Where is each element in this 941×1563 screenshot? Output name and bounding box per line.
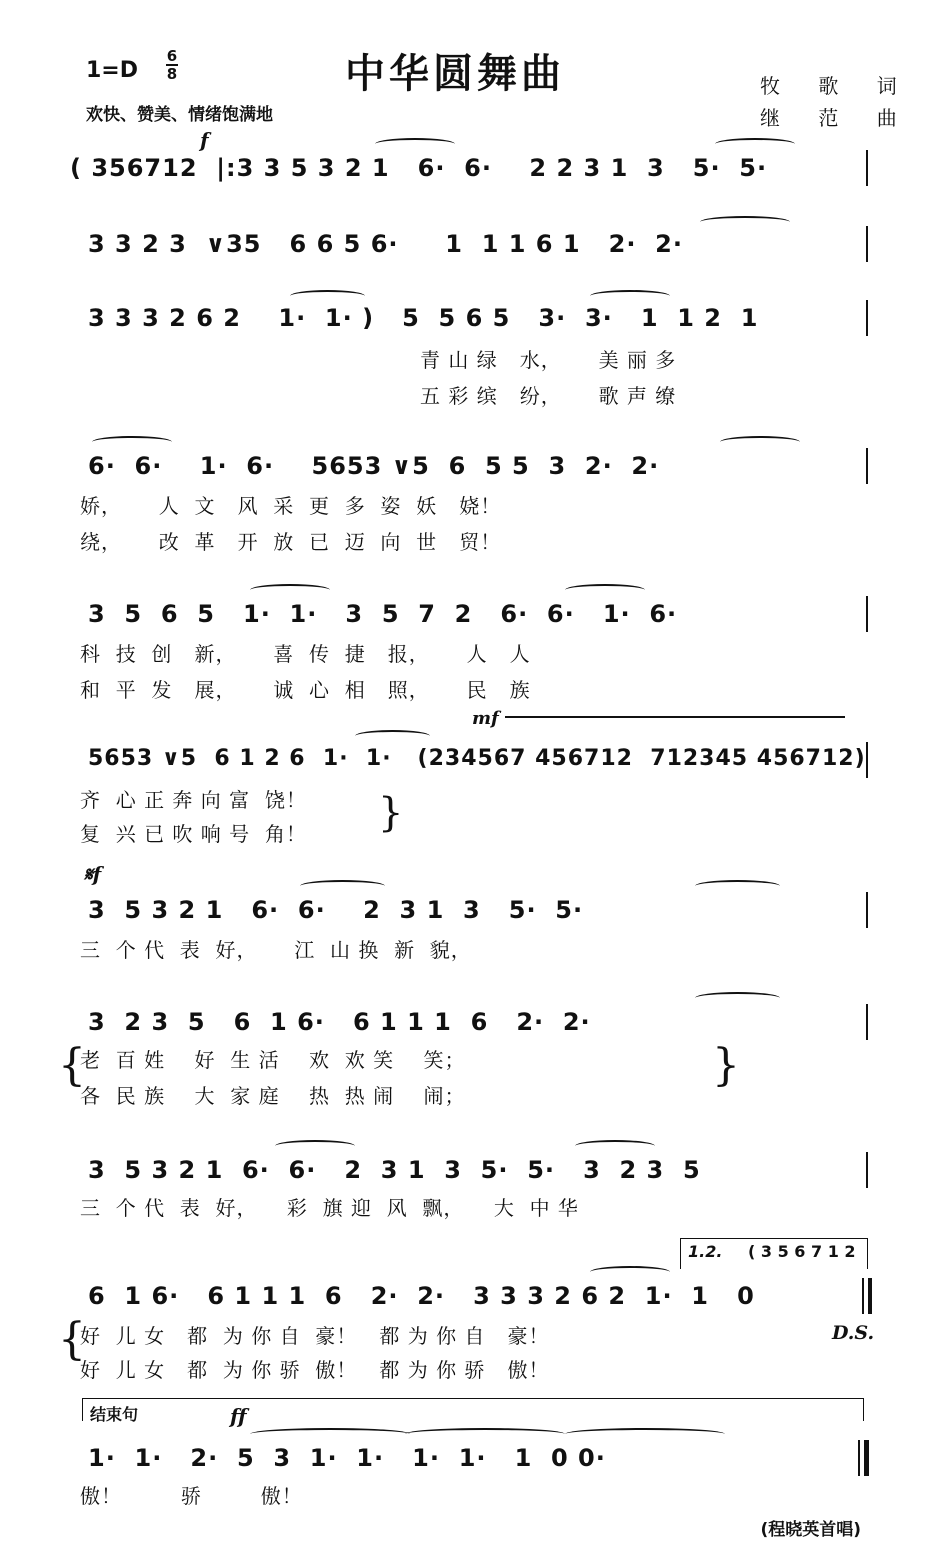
lyric-line-2: 好 儿 女 都 为 你 骄 傲！ 都 为 你 骄 傲！ [80, 1358, 550, 1382]
lyric-line-1: 三 个 代 表 好， 江 山 换 新 貌， [80, 938, 472, 962]
slur [565, 1428, 725, 1440]
repeat-barline-thick [868, 1278, 872, 1314]
slur [720, 436, 800, 448]
notes-row: 3 5 3 2 1 6· 6· 2 3 1 3 5· 5· 3 2 3 5 [88, 1156, 701, 1184]
slur [375, 138, 455, 150]
volta-notes: ( 3 5 6 7 1 2 [748, 1242, 856, 1261]
notes-row: 3 3 2 3 ∨35 6 6 5 6· 1 1 1 6 1 2· 2· [88, 230, 683, 258]
lyric-line-1: 娇， 人 文 风 采 更 多 姿 妖 娆！ [80, 494, 502, 518]
slur [695, 992, 780, 1004]
notes-row: 6· 6· 1· 6· 5653 ∨5 6 5 5 3 2· 2· [88, 452, 660, 480]
slur [565, 584, 645, 596]
lyric-line-1: 齐 心 正 奔 向 富 饶！ [80, 788, 307, 812]
segno-f: 𝄋f [84, 862, 102, 886]
notes-row: ( 356712 |:3 3 5 3 2 1 6· 6· 2 2 3 1 3 5· 5· [70, 154, 768, 182]
lyric-line-2: 复 兴 已 吹 响 号 角！ [80, 822, 307, 846]
slur [700, 216, 790, 228]
notes-row: 3 5 3 2 1 6· 6· 2 3 1 3 5· 5· [88, 896, 584, 924]
meter-bottom: 8 [166, 65, 178, 83]
slur [355, 730, 430, 742]
key-signature: 1=D [86, 58, 139, 83]
ending-bracket [82, 1398, 864, 1421]
dynamic-f: f [200, 128, 209, 152]
slur [290, 290, 365, 302]
tempo-marking: 欢快、赞美、情绪饱满地 [86, 105, 273, 125]
barline [866, 742, 868, 778]
slur [275, 1140, 355, 1152]
time-signature [166, 48, 178, 82]
lyricist-credit: 牧 歌 词 [760, 74, 913, 98]
lyric-line-1: 傲！ 骄 傲！ [80, 1484, 303, 1508]
barline [866, 1152, 868, 1188]
crescendo-line [505, 716, 845, 718]
notes-row: 3 3 3 2 6 2 1· 1· ) 5 5 6 5 3· 3· 1 1 2 1 [88, 304, 759, 332]
brace-right: } [712, 1040, 740, 1091]
barline [866, 226, 868, 262]
notes-row: 1· 1· 2· 5 3 1· 1· 1· 1· 1 0 0· [88, 1444, 606, 1472]
meter-top: 6 [166, 47, 178, 65]
barline [866, 150, 868, 186]
barline [866, 1004, 868, 1040]
slur [575, 1140, 655, 1152]
volta-label: 1.2. [688, 1242, 723, 1261]
slur [695, 880, 780, 892]
lyric-line-2: 和 平 发 展， 诚 心 相 照， 民 族 [80, 678, 531, 702]
singer-credit: (程晓英首唱) [760, 1520, 861, 1540]
final-barline [858, 1440, 860, 1476]
brace-left: { [58, 1314, 86, 1365]
dynamic-mf: mf [472, 708, 499, 729]
lyric-line-1: 好 儿 女 都 为 你 自 豪！ 都 为 你 自 豪！ [80, 1324, 550, 1348]
slur [250, 1428, 410, 1440]
ending-label: 结束句 [90, 1405, 139, 1424]
notes-row: 3 5 6 5 1· 1· 3 5 7 2 6· 6· 1· 6· [88, 600, 678, 628]
barline [866, 300, 868, 336]
slur [405, 1428, 565, 1440]
lyric-line-2: 各 民 族 大 家 庭 热 热 闹 闹； [80, 1084, 466, 1108]
notes-row: 6 1 6· 6 1 1 1 6 2· 2· 3 3 3 2 6 2 1· 1 0 [88, 1282, 755, 1310]
lyric-line-1: 老 百 姓 好 生 活 欢 欢 笑 笑； [80, 1048, 466, 1072]
slur [715, 138, 795, 150]
notes-row: 5653 ∨5 6 1 2 6 1· 1· (234567 456712 712345 456712) [88, 746, 866, 771]
dynamic-ff: ff [230, 1404, 247, 1428]
repeat-barline [862, 1278, 864, 1314]
slur [590, 1266, 670, 1278]
slur [590, 290, 670, 302]
lyric-line-2: 五 彩 缤 纷， 歌 声 缭 [420, 384, 677, 408]
slur [250, 584, 330, 596]
slur [92, 436, 172, 448]
lyric-line-1: 科 技 创 新， 喜 传 捷 报， 人 人 [80, 642, 531, 666]
ds-marking: D.S. [832, 1322, 875, 1344]
notes-row: 3 2 3 5 6 1 6· 6 1 1 1 6 2· 2· [88, 1008, 591, 1036]
lyric-line-2: 绕， 改 革 开 放 已 迈 向 世 贸！ [80, 530, 502, 554]
lyric-line-1: 三 个 代 表 好， 彩 旗 迎 风 飘， 大 中 华 [80, 1196, 579, 1220]
barline [866, 892, 868, 928]
lyric-line-1: 青 山 绿 水， 美 丽 多 [420, 348, 677, 372]
composer-credit: 继 范 曲 [760, 106, 913, 130]
barline [866, 596, 868, 632]
brace-left: { [58, 1040, 86, 1091]
brace-right: } [378, 790, 404, 836]
final-barline-thick [864, 1440, 869, 1476]
slur [300, 880, 385, 892]
song-title: 中华圆舞曲 [345, 51, 565, 97]
barline [866, 448, 868, 484]
